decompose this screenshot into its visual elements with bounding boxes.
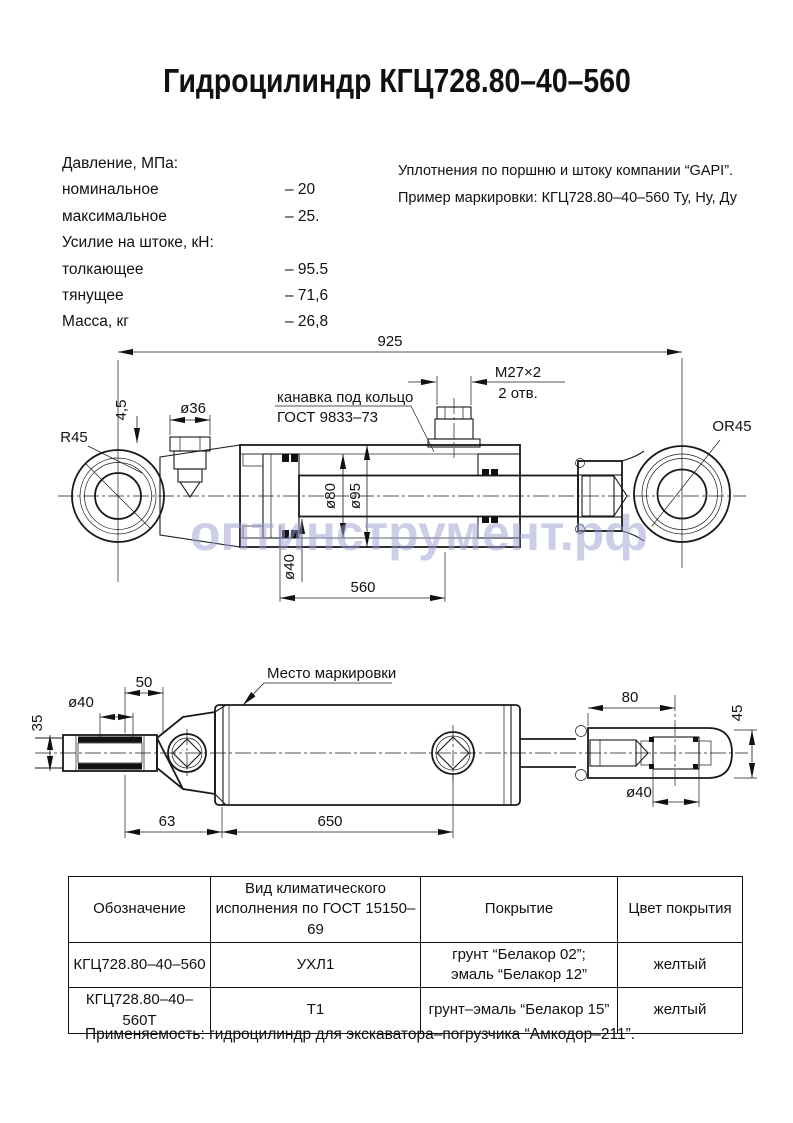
spec-row (62, 230, 362, 256)
lower-drawing (30, 655, 763, 855)
dim-dia95: ø95 (347, 483, 364, 509)
dim-or45: OR45 (712, 418, 752, 435)
table-header-row (69, 877, 743, 943)
spec-label: тянущее (62, 286, 124, 304)
spec-row (62, 177, 362, 203)
spec-row (62, 151, 362, 177)
watermark: оптинструмент.рф (190, 505, 650, 561)
dim-dia80: ø80 (322, 483, 339, 509)
cell-climate: Т1 (211, 988, 421, 1034)
col-header-color: Цвет покрытия (618, 877, 743, 943)
spec-row (62, 257, 362, 283)
col-header-climate (211, 877, 421, 943)
label-marking-place: Место маркировки (267, 665, 397, 682)
cell-designation: КГЦ728.80–40–560Т (69, 988, 211, 1034)
dim-50: 50 (135, 674, 153, 691)
col-header-coating: Покрытие (421, 877, 618, 943)
dim-650: 650 (317, 813, 343, 830)
cell-color: желтый (618, 988, 743, 1034)
dim-dia40-right: ø40 (626, 784, 652, 801)
dim-overall-length: 925 (377, 333, 403, 350)
dim-4-5: 4,5 (113, 399, 130, 421)
lower-dimensions (29, 665, 757, 838)
dim-35: 35 (29, 714, 46, 732)
dim-dia40-rod: ø40 (281, 554, 298, 580)
application-note: Применяемость: гидроцилиндр для экскаватора–погрузчика “Амкодор–211”. (85, 1026, 636, 1043)
cell-designation: КГЦ728.80–40–560 (69, 942, 211, 988)
col-header-designation: Обозначение (69, 877, 211, 943)
note-groove-line1: канавка под кольцо (277, 389, 414, 406)
cell-coating-line1: грунт “Белакор 02”; (452, 945, 586, 963)
dim-80: 80 (621, 689, 639, 706)
port-left (170, 437, 210, 497)
note-seals: Уплотнения по поршню и штоку компании “GAPI”. (398, 163, 734, 179)
spec-label: толкающее (62, 260, 144, 278)
spec-value: – 95.5 (285, 260, 329, 278)
spec-value: – 71,6 (285, 286, 329, 304)
spec-value: – 26,8 (285, 313, 329, 331)
dim-dia36: ø36 (180, 400, 206, 417)
dim-45: 45 (729, 704, 746, 722)
dim-63: 63 (158, 813, 176, 830)
cell-coating-line2: эмаль “Белакор 12” (450, 966, 588, 983)
spec-row (62, 204, 362, 230)
upper-drawing (30, 330, 763, 630)
spec-label: максимальное (62, 207, 167, 225)
page-title: Гидроцилиндр КГЦ728.80–40–560 (162, 62, 631, 99)
note-marking-example: Пример маркировки: КГЦ728.80–40–560 Ту, Ну, Ду (398, 190, 738, 206)
spec-row (62, 283, 362, 309)
spec-label: номинальное (62, 181, 159, 199)
dim-thread-m27: M27×2 (494, 364, 542, 381)
spec-label: Масса, кг (62, 313, 129, 331)
dim-stroke-560: 560 (350, 579, 376, 596)
table-row (69, 942, 743, 988)
dim-dia40-left: ø40 (68, 694, 94, 711)
col-header-climate-line1: Вид климатического (245, 880, 386, 897)
upper-dimensions (60, 333, 751, 602)
cell-climate: УХЛ1 (211, 942, 421, 988)
note-groove-line2: ГОСТ 9833–73 (277, 409, 379, 426)
spec-value: – 25. (285, 207, 320, 225)
spec-value: – 20 (285, 181, 316, 199)
spec-label: Давление, МПа: (62, 155, 179, 172)
cell-coating (421, 942, 618, 988)
specs-block (62, 151, 362, 336)
variants-table (68, 876, 743, 1034)
cell-color: желтый (618, 942, 743, 988)
cell-coating: грунт–эмаль “Белакор 15” (421, 988, 618, 1034)
dim-r45: R45 (60, 429, 88, 446)
col-header-climate-line2: исполнения по ГОСТ 15150–69 (215, 900, 416, 938)
notes-block (398, 158, 758, 212)
spec-label: Усилие на штоке, кН: (62, 234, 214, 252)
dim-holes-count: 2 отв. (498, 385, 538, 402)
